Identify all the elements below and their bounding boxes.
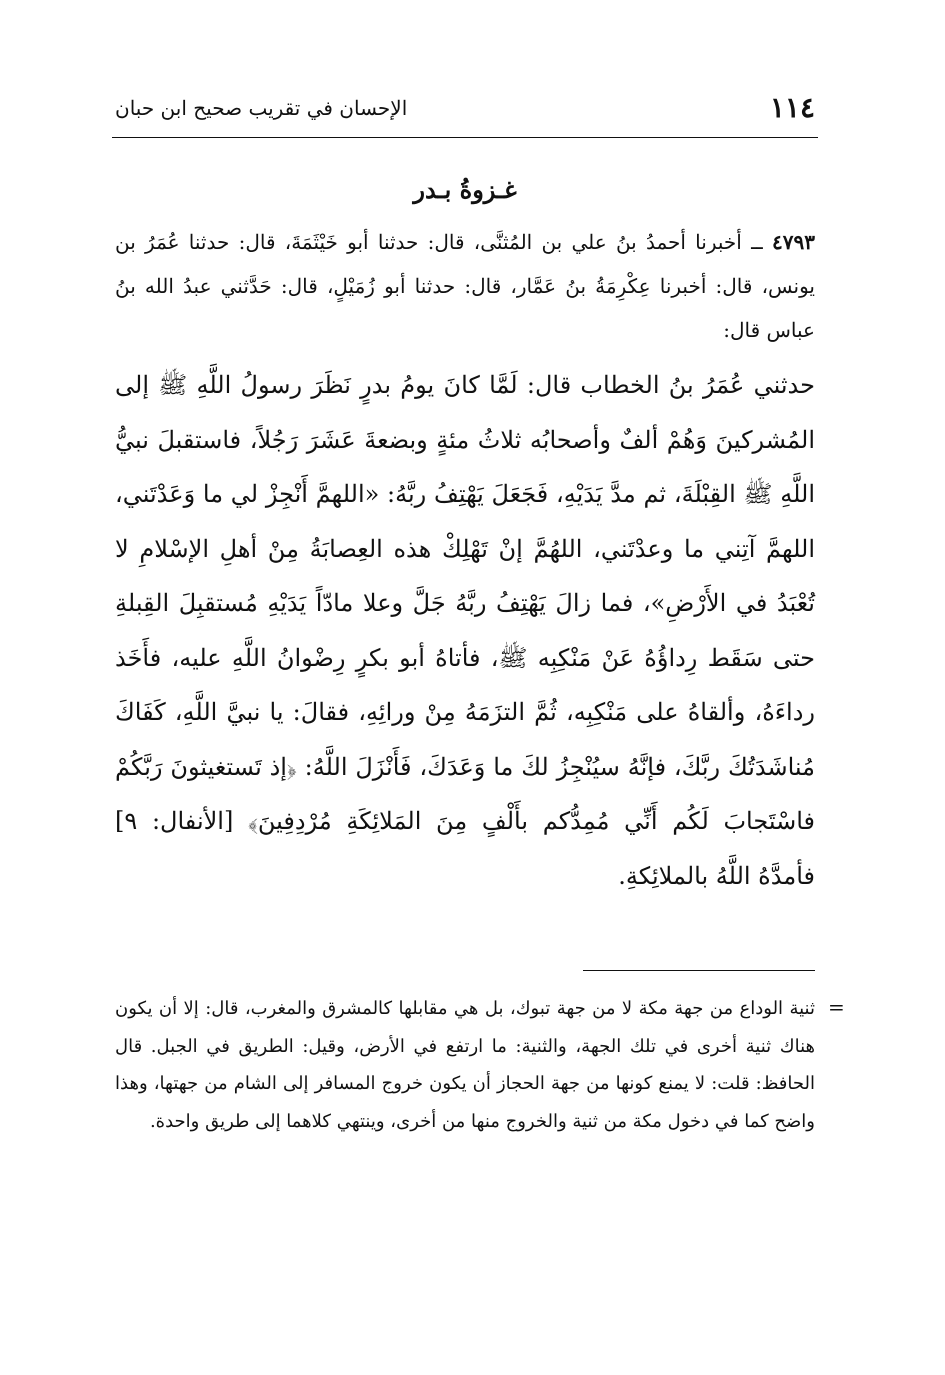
hadith-isnad: ــ أخبرنا أحمدُ بنُ علي بن المُثنَّى، قال: حدثنا أبو خَيْثَمَةَ، قال: حدثنا عُمَرُ بن يونس، قال: أخبرنا عِكْرِمَةُ بنُ عَمَّار، قال: حدثنا أبو زُمَيْلٍ، قال: حَدَّثني عبدُ الله بنُ عباس قال:	[115, 230, 815, 342]
page-number: ١١٤	[769, 91, 815, 124]
footnote-separator	[583, 970, 815, 971]
header-rule	[112, 137, 818, 138]
section-title: غـزوةُ بـدر	[413, 175, 517, 204]
hadith-isnad-paragraph	[115, 220, 815, 352]
running-title: الإحسان في تقريب صحيح ابن حبان	[115, 96, 408, 120]
footnote-continuation-mark: =	[828, 995, 845, 1019]
footnote-text: ثنية الوداع من جهة مكة لا من جهة تبوك، بل هي مقابلها كالمشرق والمغرب، قال: إلا أن يكون هناك ثنية أخرى في تلك الجهة، والثنية: ما ارتفع في الأرض، وقيل: الطريق في الجبل. قال الحافظ: قلت: لا يمنع كونها من جهة الحجاز أن يكون خروج المسافر إلى الشام من جهتها، وهذا واضح كما في دخول مكة من ثنية والخروج منها من أخرى، وينتهي كلاهما إلى طريق واحدة.	[115, 998, 815, 1132]
hadith-matn: حدثني عُمَرُ بنُ الخطاب قال: لَمَّا كانَ يومُ بدرٍ نَظَرَ رسولُ اللَّهِ ﷺ إلى المُشركينَ وَهُمْ ألفٌ وأصحابُه ثلاثُ مئةٍ وبضعةَ عَشَرَ رَجُلاً، فاستقبلَ نبيُّ اللَّهِ ﷺ القِبْلَةَ، ثم مدَّ يَدَيْهِ، فَجَعَلَ يَهْتِفُ ربَّهُ: «اللهمَّ أَنْجِزْ لي ما وَعَدْتَني، اللهمَّ آتِني ما وعدْتَني، اللهُمَّ إنْ تَهْلِكْ هذه العِصابَةُ مِنْ أهلِ الإسْلامِ لا تُعْبَدُ في الأَرْضِ»، فما زالَ يَهْتِفُ ربَّهُ جَلَّ وعلا مادّاً يَدَيْهِ مُستقبِلَ القِبلةِ حتى سَقَط رِداؤُهُ عَنْ مَنْكِبِه ﷺ، فأتاهُ أبو بكرٍ رِضْوانُ اللَّهِ عليه، فأَخَذ رداءَهُ، وألقاهُ على مَنْكِبِه، ثُمَّ التزَمَهُ مِنْ ورائِهِ، فقالَ: يا نبيَّ اللَّهِ، كَفَاكَ مُناشَدَتُكَ ربَّكَ، فإنَّهُ سيُنْجِزُ لكَ ما وَعَدَكَ، فَأَنْزَلَ اللَّهُ: ﴿إذ تَستغيثونَ رَبَّكُمْ فاسْتَجابَ لَكُم أَنِّي مُمِدُّكم بأَلْفٍ مِنَ المَلائِكَةِ مُرْدِفِينَ﴾ [الأنفال: ٩] فأمدَّهُ اللَّهُ بالملائِكةِ.	[115, 371, 816, 890]
hadith-number: ٤٧٩٣	[772, 230, 816, 254]
page-header	[115, 88, 815, 128]
